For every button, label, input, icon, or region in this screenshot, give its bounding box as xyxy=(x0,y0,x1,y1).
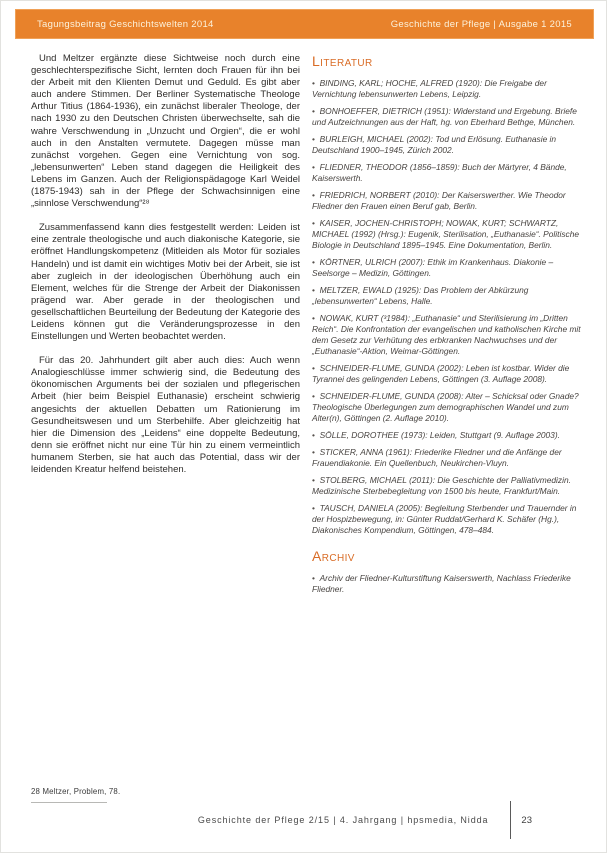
literature-entry: • KAISER, JOCHEN-CHRISTOPH; NOWAK, KURT; SCHWARTZ, MICHAEL (1992) (Hrsg.): Eugenik, Sterilisation, „Euthanasie“. Politische Biologie in Deutschland 1895–1945. Eine Dokumentation, Berlin. xyxy=(312,218,581,251)
article-paragraph: Zusammenfassend kann dies festgestellt werden: Leiden ist eine zentrale theologische und auch diakonische Kategorie, sie eröffnet Handlungskompetenz (Mitleiden als Motor für soziales Handeln) und ist damit ein wichtiges Motiv bei der Arbeit, sie ist aber zugleich in der ideologischen Überhöhung auch ein Element, welches für die Strenge der Arbeit der Diakonissen prägend war. Aber gerade in der theologischen und gesellschaftlichen Beurteilung der Bedeutung der Kategorie des Leidens können gut die Veränderungsprozesse in den Einstellungen und Werten beobachtet werden. xyxy=(31,222,300,343)
literature-entry: • BONHOEFFER, DIETRICH (1951): Widerstand und Ergebung. Briefe und Aufzeichnungen aus der Haft, hg. von Eberhard Bethge, München. xyxy=(312,106,581,128)
literature-entry: • STOLBERG, MICHAEL (2011): Die Geschichte der Palliativmedizin. Medizinische Sterbebegleitung von 1500 bis heute, Frankfurt/Main. xyxy=(312,475,581,497)
article-paragraph: Für das 20. Jahrhundert gilt aber auch dies: Auch wenn Analogieschlüsse immer schwierig sind, die Bedeutung des ökonomischen Arguments bei der sozialen und pflegerischen Arbeit (hier beim Beispiel Euthanasie) erscheint schwierig angesichts der aktuellen Debatten um Rationierung im Gesundheitswesen und um Sterbehilfe. Aber gleichzeitig hat hier die Dimension des „Leidens“ eine doppelte Bedeutung, denn sie eröffnet nicht nur eine Tür hin zu einem vermeintlich humanem Sterben, sie hat auch das Potential, dass wir der leidenden Kreatur helfend beistehen. xyxy=(31,355,300,475)
footnote-text: 28 Meltzer, Problem, 78. xyxy=(31,787,121,796)
literature-entry: • MELTZER, EWALD (1925): Das Problem der Abkürzung „lebensunwerten“ Lebens, Halle. xyxy=(312,285,581,307)
page-footer xyxy=(1,799,607,841)
header-left-text: Tagungsbeitrag Geschichtswelten 2014 xyxy=(37,18,214,30)
literature-entry: • BURLEIGH, MICHAEL (2002): Tod und Erlösung. Euthanasie in Deutschland 1900–1945, Zürich 2002. xyxy=(312,134,581,156)
literature-entry: • FLIEDNER, THEODOR (1856–1859): Buch der Märtyrer, 4 Bände, Kaiserswerth. xyxy=(312,162,581,184)
article-text-column xyxy=(31,53,300,601)
literature-list xyxy=(312,78,581,536)
literature-entry: • SCHNEIDER-FLUME, GUNDA (2008): Alter – Schicksal oder Gnade? Theologische Überlegungen zum demographischen Wandel und zum Alter(n), Göttingen (2. Auflage 2010). xyxy=(312,391,581,424)
literature-entry: • KÖRTNER, ULRICH (2007): Ethik im Krankenhaus. Diakonie – Seelsorge – Medizin, Göttingen. xyxy=(312,257,581,279)
literature-entry: • STICKER, ANNA (1961): Friederike Fliedner und die Anfänge der Frauendiakonie. Ein Quellenbuch, Neukirchen-Vluyn. xyxy=(312,447,581,469)
literature-entry: • NOWAK, KURT (³1984): „Euthanasie“ und Sterilisierung im „Dritten Reich“. Die Konfrontation der evangelischen und katholischen Kirche mit dem Gesetz zur Verhütung des erbkranken Nachwuchses und der „Euthanasie“-Aktion, Weimar-Göttingen. xyxy=(312,313,581,357)
references-column xyxy=(312,53,581,601)
header-right-text: Geschichte der Pflege | Ausgabe 1 2015 xyxy=(390,18,572,30)
archive-list xyxy=(312,573,581,595)
article-paragraph: Und Meltzer ergänzte diese Sichtweise noch durch eine geschlechterspezifische Sicht, lernten doch Frauen für ihn bei der Arbeit mit den Klienten Demut und Geduld. Es gibt aber auch andere Stimmen. Der Berliner Systematische Theologe Arthur Titius (1864-1936), ein zunächst liberaler Theologe, der nach 1930 zu den Deutschen Christen überwechselte, sah die wahre Verschwendung in „Unzucht und Orgien“, die er wohl auch in den Anstalten vermutete. Dagegen müsse man zunächst vorgehen. Gegen eine Vernichtung von sog. „lebensunwerten“ Leben stand dagegen die Heiligkeit des Lebens im Ganzen. Auch der Religionspädagoge Karl Weidel (1875-1943) sah in der Pflege der Schwachsinnigen eine „sinnlose Verschwendung“²⁸ xyxy=(31,53,300,210)
literature-entry: • SCHNEIDER-FLUME, GUNDA (2002): Leben ist kostbar. Wider die Tyrannei des gelingenden Lebens, Göttingen (3. Auflage 2008). xyxy=(312,363,581,385)
literature-heading: Literatur xyxy=(312,53,373,69)
two-column-body xyxy=(31,53,581,601)
literature-entry: • SÖLLE, DOROTHEE (1973): Leiden, Stuttgart (9. Auflage 2003). xyxy=(312,430,581,441)
page-header-bar xyxy=(15,9,594,39)
literature-entry: • BINDING, KARL; HOCHE, ALFRED (1920): Die Freigabe der Vernichtung lebensunwerten Lebens, Leipzig. xyxy=(312,78,581,100)
footer-divider xyxy=(510,801,511,839)
page-number: 23 xyxy=(521,814,532,826)
literature-entry: • FRIEDRICH, NORBERT (2010): Der Kaiserswerther. Wie Theodor Fliedner den Frauen einen Beruf gab, Berlin. xyxy=(312,190,581,212)
footer-journal-info: Geschichte der Pflege 2/15 | 4. Jahrgang | hpsmedia, Nidda xyxy=(197,815,489,825)
archive-heading: Archiv xyxy=(312,548,355,564)
literature-entry: • TAUSCH, DANIELA (2005): Begleitung Sterbender und Trauernder in der Hospizbewegung, in: Günter Ruddat/Gerhard K. Schäfer (Hg.), Diakonisches Kompendium, Göttingen, 478–484. xyxy=(312,503,581,536)
archive-entry: • Archiv der Fliedner-Kulturstiftung Kaiserswerth, Nachlass Friederike Fliedner. xyxy=(312,573,581,595)
